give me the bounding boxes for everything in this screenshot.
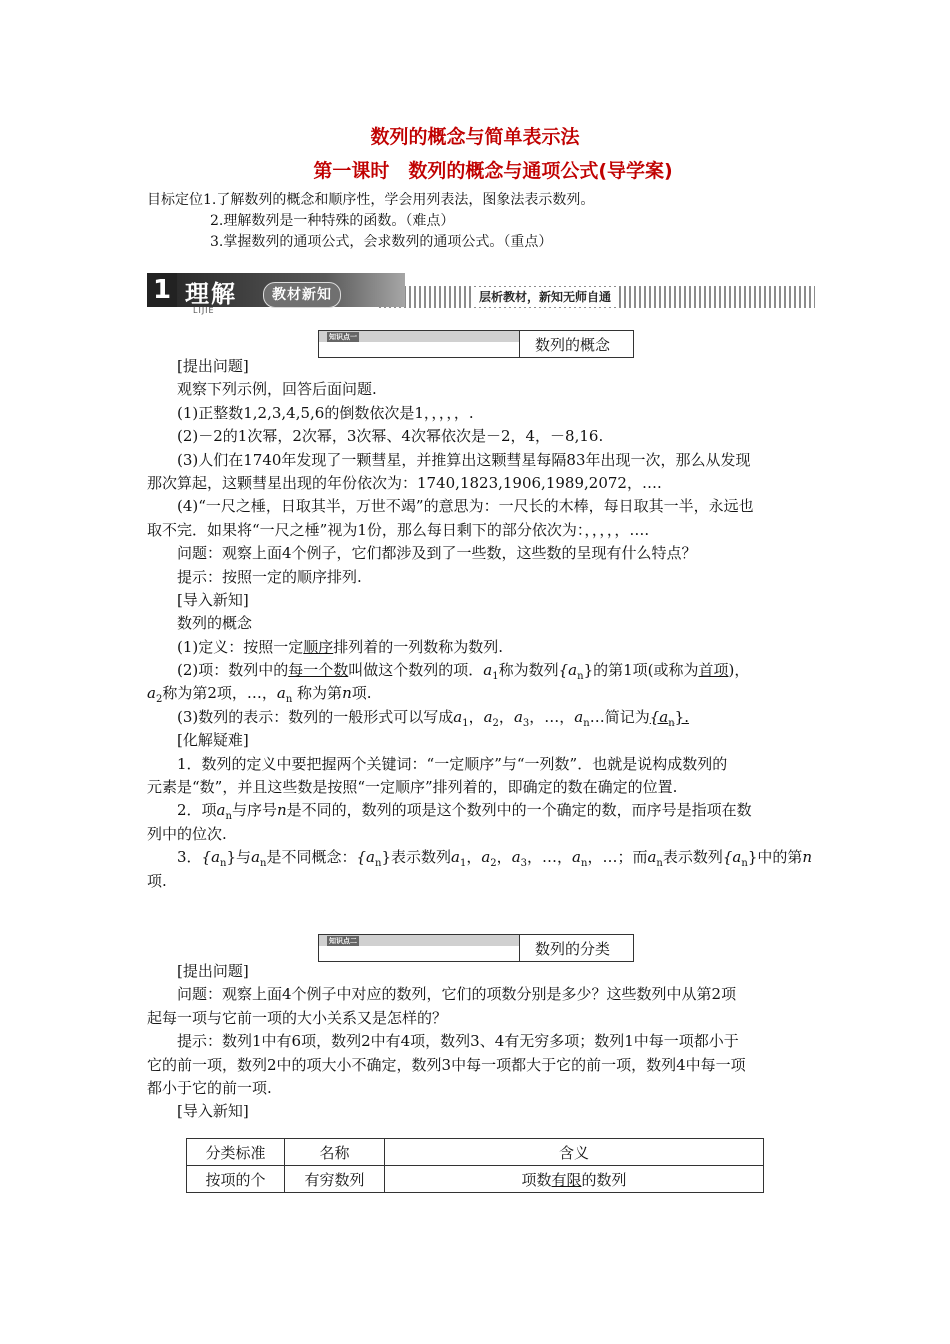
underlined-answer: $\{a_n\}$. bbox=[649, 707, 689, 729]
knowledge-point-box bbox=[318, 934, 634, 962]
underlined-answer: 顺序 bbox=[303, 637, 334, 656]
paragraph: (1)定义：按照一定顺序排列着的一列数称为数列. bbox=[177, 637, 504, 656]
paragraph: 提示：按照一定的顺序排列. bbox=[177, 567, 362, 586]
paragraph: 它的前一项，数列2中的项大小不确定，数列3中每一项都大于它的前一项，数列4中每一项 bbox=[147, 1055, 746, 1074]
section-label: [提出问题] bbox=[177, 962, 249, 980]
section-slogan: 层析教材，新知无师自通 bbox=[473, 287, 617, 307]
paragraph: 数列的概念 bbox=[177, 614, 253, 633]
paragraph: 取不完．如果将“一尺之棰”视为1份，那么每日剩下的部分依次为：，，，，，…. bbox=[147, 520, 650, 539]
underlined-answer: 每一个数 bbox=[288, 661, 349, 680]
table-row bbox=[187, 1166, 764, 1193]
paragraph: 项. bbox=[147, 871, 167, 890]
section-label: [提出问题] bbox=[177, 357, 249, 375]
knowledge-point-name: 数列的概念 bbox=[535, 336, 611, 354]
paragraph: (2)－2的1次幂，2次幂，3次幂、4次幂依次是－2，4，－8,16. bbox=[177, 427, 604, 446]
paragraph: 都小于它的前一项. bbox=[147, 1078, 272, 1097]
table-cell: 有穷数列 bbox=[285, 1166, 385, 1193]
document-subtitle: 第一课时 数列的概念与通项公式(导学案) bbox=[313, 160, 673, 182]
paragraph: 起每一项与它前一项的大小关系又是怎样的？ bbox=[147, 1008, 448, 1027]
section-label: [导入新知] bbox=[177, 590, 249, 609]
paragraph: (2)项：数列中的每一个数叫做这个数列的项．$a_1$称为数列$\{a_n\}$的第1项(或称为首项)， bbox=[177, 661, 750, 683]
objective-item: 2.理解数列是一种特殊的函数。（难点） bbox=[210, 213, 455, 229]
paragraph: 列中的位次. bbox=[147, 824, 227, 843]
section-number: 1 bbox=[147, 273, 177, 307]
underlined-answer: 首项 bbox=[698, 661, 729, 680]
section-tag: 教材新知 bbox=[263, 282, 341, 308]
table-cell: 项数有限的数列 bbox=[385, 1166, 764, 1193]
paragraph: (1)正整数1,2,3,4,5,6的倒数依次是1，，，，，. bbox=[177, 403, 474, 422]
document-title: 数列的概念与简单表示法 bbox=[370, 126, 580, 148]
objective-item: 3.掌握数列的通项公式，会求数列的通项公式。（重点） bbox=[210, 234, 553, 250]
paragraph: $a_2$称为第2项，…，$a_n$ 称为第n项. bbox=[147, 684, 372, 706]
paragraph: 问题：观察上面4个例子，它们都涉及到了一些数，这些数的呈现有什么特点？ bbox=[177, 544, 697, 563]
paragraph: 观察下列示例，回答后面问题. bbox=[177, 380, 377, 399]
knowledge1-body bbox=[147, 355, 813, 893]
table-cell: 按项的个 bbox=[187, 1166, 285, 1193]
table-header-row bbox=[187, 1139, 764, 1166]
knowledge-point-box bbox=[318, 330, 634, 358]
section-label: [导入新知] bbox=[177, 1102, 249, 1121]
paragraph: (3)数列的表示：数列的一般形式可以写成$a_1$，$a_2$，$a_3$，…，$a_n\dots$简记为$\{a_n\}$. bbox=[177, 707, 689, 729]
objective-item: 1.了解数列的概念和顺序性，学会用列表法，图象法表示数列。 bbox=[203, 192, 595, 208]
objectives-label: 目标定位 bbox=[147, 192, 203, 208]
paragraph: (4)“一尺之棰，日取其半，万世不竭”的意思为：一尺长的木棒，每日取其一半，永远也 bbox=[177, 497, 754, 516]
paragraph: 那次算起，这颗彗星出现的年份依次为：1740,1823,1906,1989,2072，…. bbox=[147, 473, 662, 492]
learning-objectives bbox=[147, 190, 594, 253]
table-header-cell: 含义 bbox=[385, 1139, 764, 1166]
table-header-cell: 名称 bbox=[285, 1139, 385, 1166]
knowledge2-body bbox=[147, 960, 813, 1124]
paragraph: 元素是“数”，并且这些数是按照“一定顺序”排列着的，即确定的数在确定的位置. bbox=[147, 778, 678, 797]
knowledge-point-name: 数列的分类 bbox=[535, 940, 611, 958]
knowledge-point-label: 知识点二 bbox=[329, 937, 357, 945]
section-pinyin: LIJIE bbox=[193, 306, 215, 315]
section-caption: 理解 bbox=[185, 280, 237, 308]
underlined-answer: 有限 bbox=[551, 1170, 582, 1189]
table-header-cell: 分类标准 bbox=[187, 1139, 285, 1166]
classification-table bbox=[186, 1138, 764, 1193]
paragraph: 提示：数列1中有6项，数列2中有4项，数列3、4有无穷多项；数列1中每一项都小于 bbox=[177, 1032, 739, 1051]
section-banner bbox=[147, 273, 815, 317]
knowledge-point-label: 知识点一 bbox=[329, 333, 357, 341]
paragraph: (3)人们在1740年发现了一颗彗星，并推算出这颗彗星每隔83年出现一次，那么从发现 bbox=[177, 450, 751, 469]
paragraph: 3．$\{a_n\}$与$a_n$是不同概念：$\{a_n\}$表示数列$a_1$，$a_2$，$a_3$，…，$a_n$，…；而$a_n$表示数列$\{a_n\}$中的第n bbox=[177, 848, 813, 870]
paragraph: 2．项$a_n$与序号n是不同的，数列的项是这个数列中的一个确定的数，而序号是指项在数 bbox=[177, 801, 752, 823]
section-label: [化解疑难] bbox=[177, 731, 249, 750]
paragraph: 1．数列的定义中要把握两个关键词：“一定顺序”与“一列数”．也就是说构成数列的 bbox=[177, 754, 728, 773]
paragraph: 问题：观察上面4个例子中对应的数列，它们的项数分别是多少？这些数列中从第2项 bbox=[177, 985, 737, 1004]
